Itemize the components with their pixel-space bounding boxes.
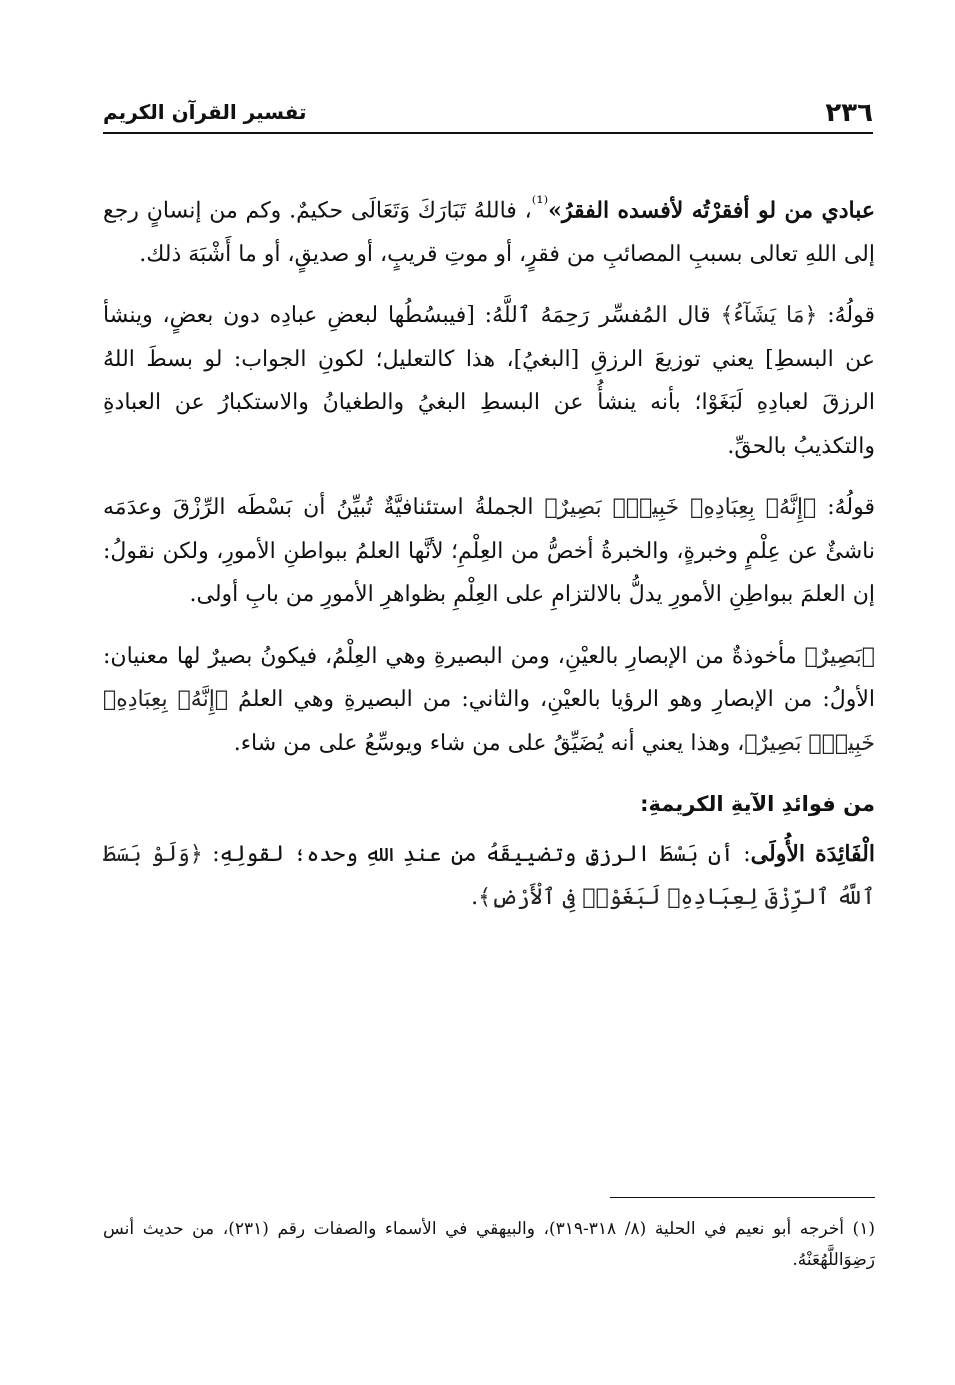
paragraph-1 [103, 182, 875, 276]
paragraph-text: . [471, 885, 479, 911]
paragraph-2 [103, 294, 875, 468]
paragraph-text: ، وهذا يعني أنه يُضَيِّقُ على من شاء ويوسِّعُ على من شاء. [233, 730, 745, 756]
book-title: تفسير القرآن الكريم [103, 100, 307, 124]
paragraph-text: قولُهُ: [817, 303, 875, 329]
paragraph-text: قولُهُ: [816, 495, 875, 521]
quran-verse: ﴿بَصِيرٌ﴾ [804, 643, 875, 669]
quran-verse: ﴿مَا يَشَآءُ﴾ [720, 303, 818, 329]
footnote-marker: ⁽¹⁾ [531, 193, 549, 214]
page-number: ٢٣٦ [825, 98, 873, 128]
quran-verse: ﴿وَلَوْ بَسَطَ ٱللَّهُ ٱلرِّزْقَ لِعِبَادِهِۦ لَبَغَوْا۟ فِى ٱلْأَرْضِ﴾ [103, 841, 875, 911]
paragraph-text: مأخوذةٌ من الإبصارِ بالعيْنِ، ومن البصيرةِ وهي العِلْمُ، فيكونُ بصيرٌ لها معنيان: الأولُ: من الإبصارِ وهو الرؤيا بالعيْنِ، والثاني: من البصيرةِ وهي العلمُ [103, 643, 876, 713]
hadith-quote: عبادي من لو أفقرْتُه لأفسده الفقرُ» [548, 197, 875, 224]
paragraph-text: : أن بَسْطَ الرزقِ وتضييقَهُ من عندِ اللهِ وحده؛ لقولِهِ: [202, 841, 751, 867]
footnote-1: (١) أخرجه أبو نعيم في الحلية (٨/ ٣١٨-٣١٩)، والبيهقي في الأسماء والصفات رقم (٢٣١)، من حديث أنس رَضِوَاللَّهُعَنْهُ. [103, 1219, 875, 1270]
section-heading: من فوائدِ الآيةِ الكريمةِ: [640, 792, 875, 817]
footnote-divider [610, 1197, 875, 1198]
quran-verse: ﴿إِنَّهُۥ بِعِبَادِهِۦ خَبِيرٌۢ بَصِيرٌ﴾ [544, 495, 817, 521]
paragraph-text: الجملةُ استئنافيَّةٌ تُبيِّنُ أن بَسْطَه الرِّزْقَ وعدَمَه ناشئٌ عن عِلْمٍ وخبرةٍ، والخبرةُ أخصُّ من العِلْمِ؛ لأنَّها العلمُ ببواطنِ الأمورِ، ولكن نقولُ: إن العلمَ ببواطِنِ الأمورِ يدلُّ بالالتزامِ على العِلْمِ بظواهرِ الأمورِ من بابِ أولى. [103, 495, 875, 608]
paragraph-text: ، فاللهُ تَبَارَكَ وَتَعَالَى حكيمٌ. وكم من إنسانٍ رجع إلى اللهِ تعالى بسببِ المصائبِ من فقرٍ، أو موتِ قريبٍ، أو صديقٍ، أو ما أَشْبَهَ ذلك. [103, 198, 875, 267]
footnotes [103, 1214, 875, 1276]
paragraph-4 [103, 635, 875, 766]
benefit-paragraph [103, 833, 875, 920]
quran-verse: ﴿إِنَّهُۥ بِعِبَادِهِۦ خَبِيرٌۢ بَصِيرٌ﴾ [103, 687, 875, 756]
benefit-label: الْفَائِدَة الأُولَى [750, 840, 875, 867]
paragraph-3 [103, 486, 875, 617]
page-header [103, 96, 873, 136]
page-body [103, 182, 875, 920]
header-divider [103, 132, 873, 134]
paragraph-text: قال المُفسِّر رَحِمَهُ ٱللَّهُ: [فيبسُطُها لبعضِ عبادِه دون بعضٍ، وينشأ عن البسطِ] يعني توزيعَ الرزقِ [البغيُ]، هذا كالتعليل؛ لكونِ الجواب: لو بسطَ اللهُ الرزقَ لعبادِهِ لَبَغَوْا؛ بأنه ينشأُ عن البسطِ البغيُ والطغيانُ والاستكبارُ عن العبادةِ والتكذيبُ بالحقِّ. [103, 303, 875, 459]
